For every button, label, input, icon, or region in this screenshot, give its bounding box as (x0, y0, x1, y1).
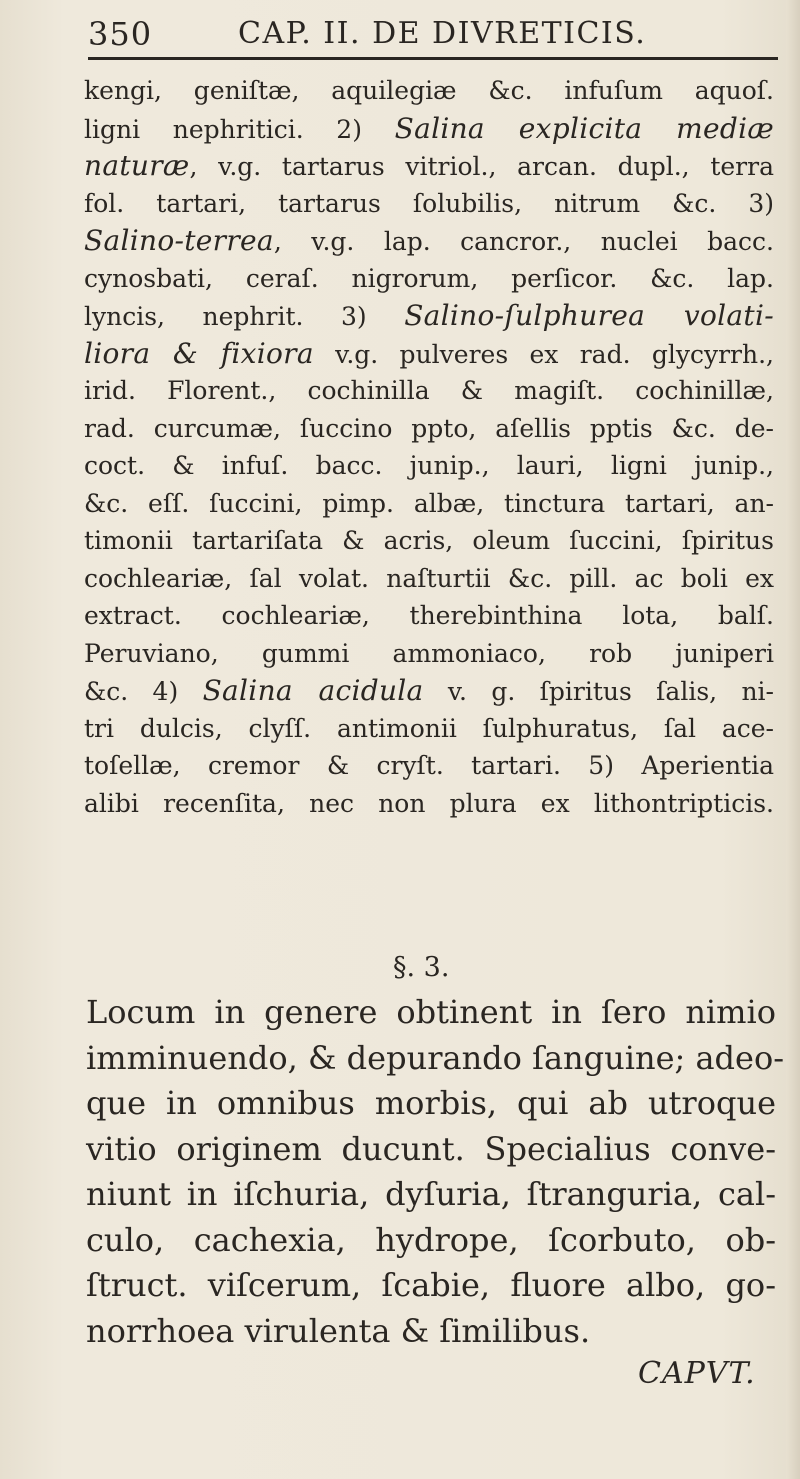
text-line: rad. curcumæ, ſuccino ppto, aſellis pptis &c. de- (84, 413, 774, 443)
paragraph-2 (86, 990, 785, 1354)
text-line: norrhoea virulenta & ſimilibus. (86, 1311, 591, 1350)
text-line: &c. 4) Salina acidula v. g. ſpiritus ſalis, ni- (84, 674, 774, 707)
text-line: cochleariæ, ſal volat. naſturtii &c. pill. ac boli ex (84, 563, 774, 593)
text-line: culo, cachexia, hydrope, ſcorbuto, ob- (86, 1220, 776, 1259)
text-line: irid. Florent., cochinilla & magiſt. cochinillæ, (84, 376, 774, 405)
text-line: niunt in iſchuria, dyſuria, ſtranguria, cal- (86, 1175, 776, 1213)
running-title: CAP. II. DE DIVRETICIS. (238, 16, 647, 51)
text-line: extract. cochleariæ, therebinthina lota, balſ. (84, 601, 774, 630)
page-edge (786, 0, 800, 1479)
text-line: ſtruct. viſcerum, ſcabie, fluore albo, go- (86, 1266, 776, 1304)
text-line: Salino-terrea, v.g. lap. cancror., nuclei bacc. (84, 224, 774, 257)
text-line: Peruviano, gummi ammoniaco, rob juniperi (84, 638, 774, 668)
text-line: Locum in genere obtinent in ſero nimio (86, 993, 776, 1031)
catchword: CAPVT. (638, 1356, 756, 1391)
text-line: &c. eſſ. ſuccini, pimp. albæ, tinctura tartari, an- (84, 488, 774, 518)
text-line: cynosbati, ceraſ. nigrorum, perſicor. &c. lap. (84, 263, 774, 293)
text-line: naturæ, v.g. tartarus vitriol., arcan. dupl., terra (84, 149, 774, 182)
text-line: toſellæ, cremor & cryſt. tartari. 5) Aperientia (84, 751, 774, 780)
running-head (88, 14, 788, 54)
text-line: ligni nephritici. 2) Salina explicita mediæ (84, 111, 774, 145)
text-line: timonii tartariſata & acris, oleum ſuccini, ſpiritus (84, 526, 774, 555)
text-line: liora & fixiora v.g. pulveres ex rad. glycyrrh., (84, 336, 774, 370)
text-line: imminuendo, & depurando ſanguine; adeo- (86, 1038, 785, 1077)
text-line: tri dulcis, clyſſ. antimonii ſulphuratus, ſal ace- (84, 713, 774, 743)
page-number: 350 (88, 15, 153, 53)
header-rule (88, 57, 778, 60)
text-line: coct. & infuſ. bacc. junip., lauri, ligni junip., (84, 451, 774, 480)
text-line: kengi, geniſtæ, aquilegiæ &c. infuſum aquoſ. (84, 76, 774, 105)
paragraph-1 (84, 72, 774, 822)
text-line: fol. tartari, tartarus ſolubilis, nitrum &c. 3) (84, 188, 774, 218)
text-line: que in omnibus morbis, qui ab utroque (86, 1084, 776, 1122)
section-number: §. 3. (393, 952, 450, 983)
text-line: alibi recenſita, nec non plura ex lithontripticis. (84, 788, 774, 818)
text-line: lyncis, nephrit. 3) Salino-ſulphurea volati- (84, 299, 774, 332)
text-line: vitio originem ducunt. Specialius conve- (86, 1129, 776, 1168)
